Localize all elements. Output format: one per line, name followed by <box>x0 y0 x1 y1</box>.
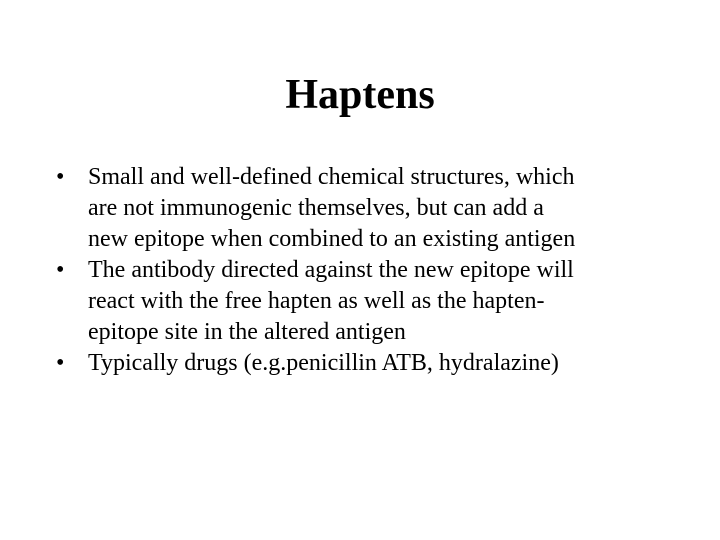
bullet-line: new epitope when combined to an existing antigen <box>88 226 576 252</box>
bullet-icon: • <box>56 350 65 376</box>
bullet-line: The antibody directed against the new epitope will <box>88 257 574 283</box>
bullet-item <box>56 348 676 379</box>
slide-title: Haptens <box>285 72 435 118</box>
bullet-item <box>56 255 676 348</box>
bullet-item <box>56 162 676 255</box>
bullet-line: Typically drugs (e.g.penicillin ATB, hydralazine) <box>88 350 559 376</box>
bullet-icon: • <box>56 164 65 190</box>
bullet-line: are not immunogenic themselves, but can add a <box>88 195 544 221</box>
bullet-line: Small and well-defined chemical structures, which <box>88 164 575 190</box>
bullet-line: epitope site in the altered antigen <box>88 319 406 345</box>
bullet-line: react with the free hapten as well as the hapten- <box>88 288 545 314</box>
bullet-icon: • <box>56 257 65 283</box>
bullet-list <box>56 162 676 379</box>
